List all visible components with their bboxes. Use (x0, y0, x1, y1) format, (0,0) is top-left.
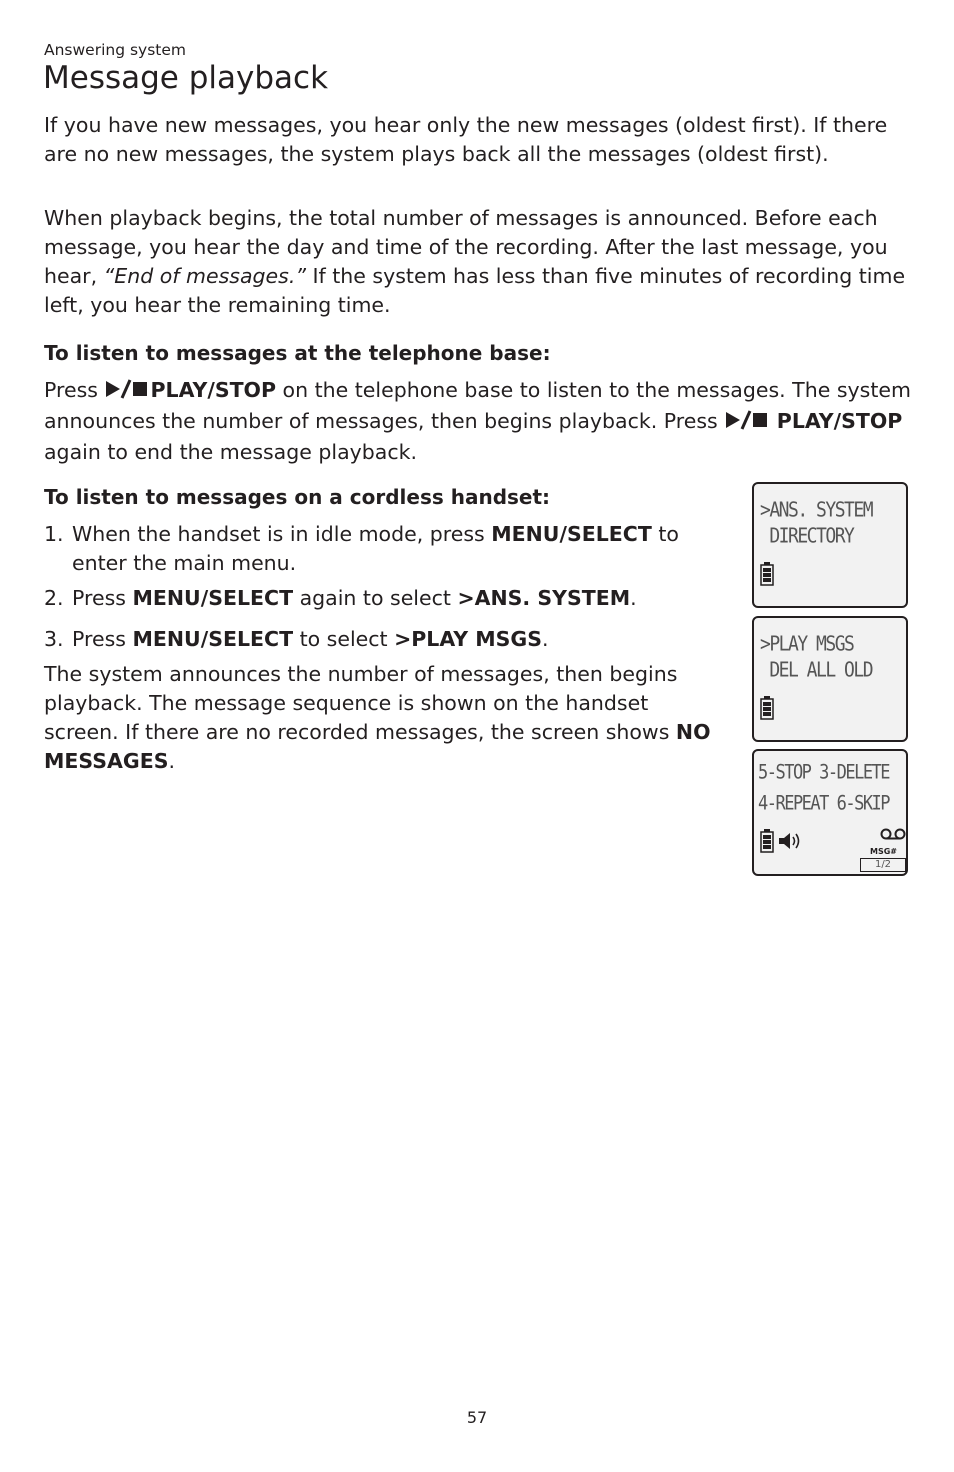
menu-key-label: MENU (132, 627, 201, 651)
outro-text: . (168, 749, 176, 773)
battery-icon (760, 562, 774, 586)
battery-icon (760, 696, 774, 720)
play-stop-icon (724, 409, 770, 438)
step-text: . (542, 627, 549, 651)
play-key-label-2: PLAY (776, 409, 834, 433)
base-end-text: again to end the message playback. (44, 440, 418, 464)
page-number: 57 (466, 1408, 488, 1427)
no-messages-label: NO MESSAGES (44, 720, 711, 773)
step-2 (44, 584, 724, 613)
handset-screen-ans-system (752, 482, 908, 608)
select-key-label: SELECT (566, 522, 652, 546)
screen-line-1: >PLAY MSGS (760, 632, 854, 657)
handset-screen-playback (752, 749, 908, 876)
select-key-label: /SELECT (200, 586, 294, 610)
step-number: 2. (44, 586, 64, 610)
outro-text: The system announces the number of messages, then begins playback. The message sequence is shown on the handset screen. If there are no recorded messages, the screen shows (44, 662, 678, 744)
msg-number-label: MSG# (870, 847, 897, 856)
screen-line-1: >ANS. SYSTEM (760, 498, 873, 523)
base-mid-text: on the telephone base to listen to the messages. The system announces the number of messages, then begins playback. Press (44, 378, 911, 433)
voicemail-icon (880, 828, 906, 840)
msg-count: 1/2 (860, 858, 906, 872)
intro-paragraph-2 (44, 204, 914, 320)
handset-outro (44, 660, 714, 776)
step-1 (44, 520, 724, 578)
page-title: Message playback (43, 60, 329, 96)
screen-line-2: DIRECTORY (760, 524, 854, 549)
end-of-messages-quote: “End of messages.” (103, 264, 306, 288)
handset-heading: To listen to messages on a cordless handset: (44, 485, 551, 509)
intro-text-2b: If the system has less than five minutes of recording time left, you hear the remaining time. (44, 264, 906, 317)
step-text: Press (72, 627, 133, 651)
battery-icon (760, 829, 774, 853)
step-text: When the handset is in idle mode, press (72, 522, 492, 546)
step-3 (44, 625, 724, 654)
step-text: to enter the main menu. (72, 522, 679, 575)
base-heading: To listen to messages at the telephone base: (44, 341, 551, 365)
step-text: again to select (293, 586, 458, 610)
step-text: . (630, 586, 637, 610)
speaker-icon (778, 831, 804, 851)
step-number: 1. (44, 522, 64, 546)
select-key-label: /SELECT (200, 627, 294, 651)
intro-text-2a: When playback begins, the total number of messages is announced. Before each message, you hear the day and time of the recording. After the last message, you hear, (44, 206, 888, 288)
ans-system-option: >ANS. SYSTEM (457, 586, 631, 610)
screen-line-1: 5-STOP 3-DELETE (758, 761, 890, 784)
step-number: 3. (44, 627, 64, 651)
base-press-text: Press (44, 378, 105, 402)
intro-paragraph-1 (44, 111, 914, 169)
section-label: Answering system (44, 41, 187, 59)
menu-key-label: MENU (132, 586, 201, 610)
step-text: to select (293, 627, 395, 651)
menu-key-label: MENU/ (491, 522, 567, 546)
step-text: Press (72, 586, 133, 610)
stop-key-label: STOP (214, 378, 277, 402)
handset-screen-play-msgs (752, 616, 908, 742)
stop-key-label-2: /STOP (833, 409, 903, 433)
play-stop-icon (104, 378, 150, 407)
play-key-label: PLAY/ (150, 378, 215, 402)
intro-text-1: If you have new messages, you hear only the new messages (oldest first). If there are no new messages, the system plays back all the messages (oldest first). (44, 113, 888, 166)
base-instructions (44, 376, 914, 467)
play-msgs-option: >PLAY MSGS (394, 627, 543, 651)
screen-line-2: 4-REPEAT 6-SKIP (758, 792, 890, 815)
screen-line-2: DEL ALL OLD (760, 658, 873, 683)
